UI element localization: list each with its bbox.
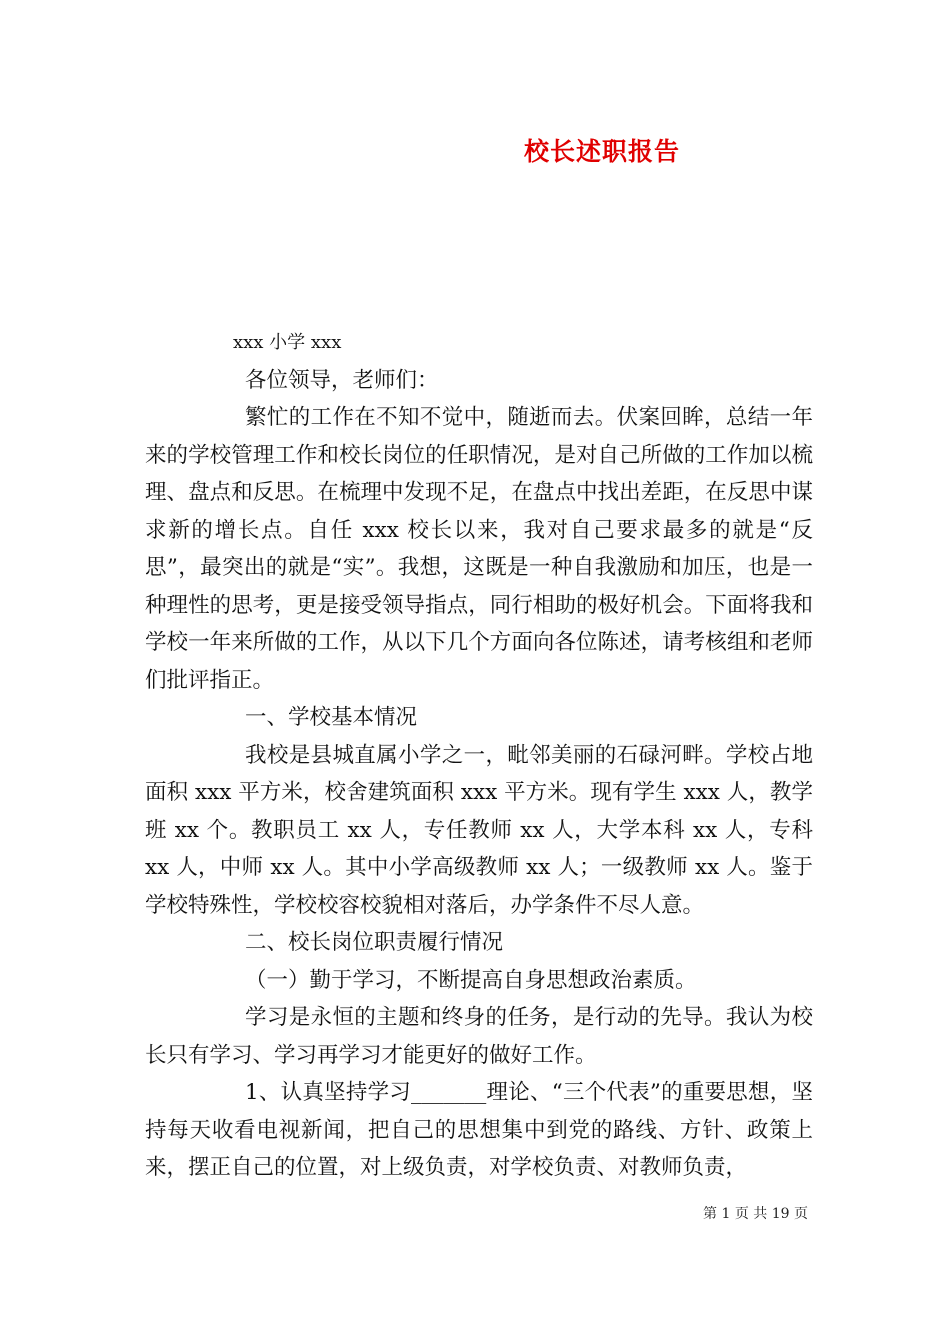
subsection-heading-study: （一）勤于学习，不断提高自身思想政治素质。: [245, 967, 697, 993]
item-1-paragraph: 1、认真坚持学习_______理论、“三个代表”的重要思想，坚持每天收看电视新闻，把自己的思想集中到党的路线、方针、政策上来，摆正自己的位置，对上级负责，对学校负责、对教师负责，: [145, 1080, 813, 1180]
basic-info-paragraph: 我校是县城直属小学之一，毗邻美丽的石碌河畔。学校占地面积 xxx 平方米，校舍建筑面积 xxx 平方米。现有学生 xxx 人，教学班 xx 个。教职员工 xx 人，专任教师 xx 人，大学本科 xx 人，专科 xx 人，中师 xx 人。其中小学高级教师 xx 人；一级教师 xx 人。鉴于学校特殊性，学校校容校貌相对落后，办学条件不尽人意。: [145, 742, 813, 918]
document-title: 校长述职报告: [523, 137, 680, 166]
section-heading-basic-info: 一、学校基本情况: [245, 705, 418, 730]
study-paragraph: 学习是永恒的主题和终身的任务，是行动的先导。我认为校长只有学习、学习再学习才能更好的做好工作。: [145, 1005, 813, 1068]
intro-paragraph: 繁忙的工作在不知不觉中，随逝而去。伏案回眸，总结一年来的学校管理工作和校长岗位的任职情况，是对自己所做的工作加以梳理、盘点和反思。在梳理中发现不足，在盘点中找出差距，在反思中谋求新的增长点。自任 xxx 校长以来，我对自己要求最多的就是“反思”，最突出的就是“实”。我想，这既是一种自我激励和加压，也是一种理性的思考，更是接受领导指点，同行相助的极好机会。下面将我和学校一年来所做的工作，从以下几个方面向各位陈述，请考核组和老师们批评指正。: [145, 405, 813, 693]
page-number-footer: 第 1 页 共 19 页: [703, 1206, 808, 1222]
document-body: [145, 324, 813, 1187]
section-heading-duties: 二、校长岗位职责履行情况: [245, 930, 504, 955]
author-line: xxx 小学 xxx: [233, 332, 342, 353]
greeting: 各位领导，老师们：: [245, 367, 439, 393]
